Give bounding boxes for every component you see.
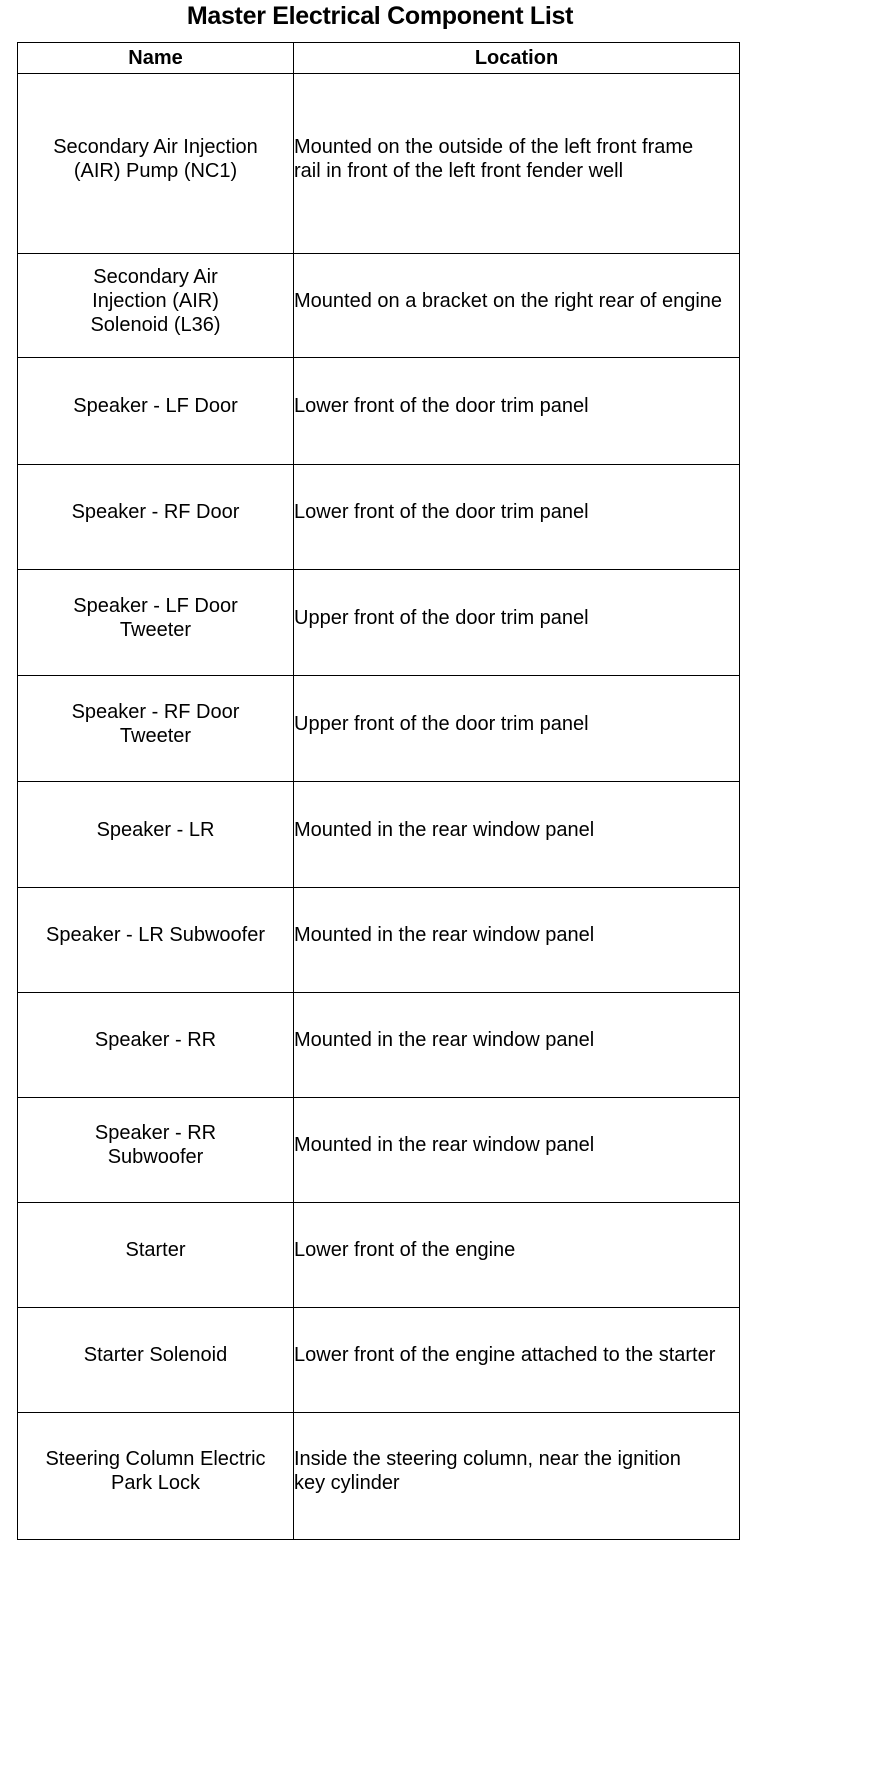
component-location: Lower front of the engine — [294, 1203, 740, 1308]
table-row — [18, 74, 740, 254]
table-row — [18, 782, 740, 888]
component-location: Mounted in the rear window panel — [294, 782, 740, 888]
table-row — [18, 1413, 740, 1540]
component-location: Mounted in the rear window panel — [294, 993, 740, 1098]
component-name: Speaker - LF Door — [18, 358, 294, 465]
component-location: Lower front of the engine attached to the starter — [294, 1308, 740, 1413]
component-location: Inside the steering column, near the ignition key cylinder — [294, 1413, 740, 1540]
component-name: Starter Solenoid — [18, 1308, 294, 1413]
table-row — [18, 1308, 740, 1413]
component-name: Speaker - RR — [18, 993, 294, 1098]
column-header-location: Location — [294, 43, 740, 74]
component-location: Upper front of the door trim panel — [294, 570, 740, 676]
component-name: Speaker - RF Door Tweeter — [18, 676, 294, 782]
component-location: Upper front of the door trim panel — [294, 676, 740, 782]
table-row — [18, 676, 740, 782]
table-header-row — [18, 43, 740, 74]
component-location: Mounted in the rear window panel — [294, 888, 740, 993]
page-title: Master Electrical Component List — [186, 2, 574, 30]
component-name: Secondary Air Injection (AIR) Pump (NC1) — [18, 74, 294, 254]
table-row — [18, 993, 740, 1098]
component-location: Lower front of the door trim panel — [294, 358, 740, 465]
table-row — [18, 1203, 740, 1308]
table-row — [18, 358, 740, 465]
component-location: Mounted on a bracket on the right rear of engine — [294, 254, 740, 358]
component-location: Lower front of the door trim panel — [294, 465, 740, 570]
component-name: Steering Column Electric Park Lock — [18, 1413, 294, 1540]
table-row — [18, 888, 740, 993]
component-name: Speaker - LR Subwoofer — [18, 888, 294, 993]
component-name: Secondary Air Injection (AIR) Solenoid (L36) — [18, 254, 294, 358]
table-row — [18, 570, 740, 676]
table-row — [18, 1098, 740, 1203]
component-location: Mounted in the rear window panel — [294, 1098, 740, 1203]
table-row — [18, 465, 740, 570]
component-name: Starter — [18, 1203, 294, 1308]
column-header-name: Name — [18, 43, 294, 74]
component-name: Speaker - LR — [18, 782, 294, 888]
component-name: Speaker - RR Subwoofer — [18, 1098, 294, 1203]
table-row — [18, 254, 740, 358]
component-location: Mounted on the outside of the left front frame rail in front of the left front fender well — [294, 74, 740, 254]
component-name: Speaker - RF Door — [18, 465, 294, 570]
component-name: Speaker - LF Door Tweeter — [18, 570, 294, 676]
component-table — [17, 42, 740, 1540]
